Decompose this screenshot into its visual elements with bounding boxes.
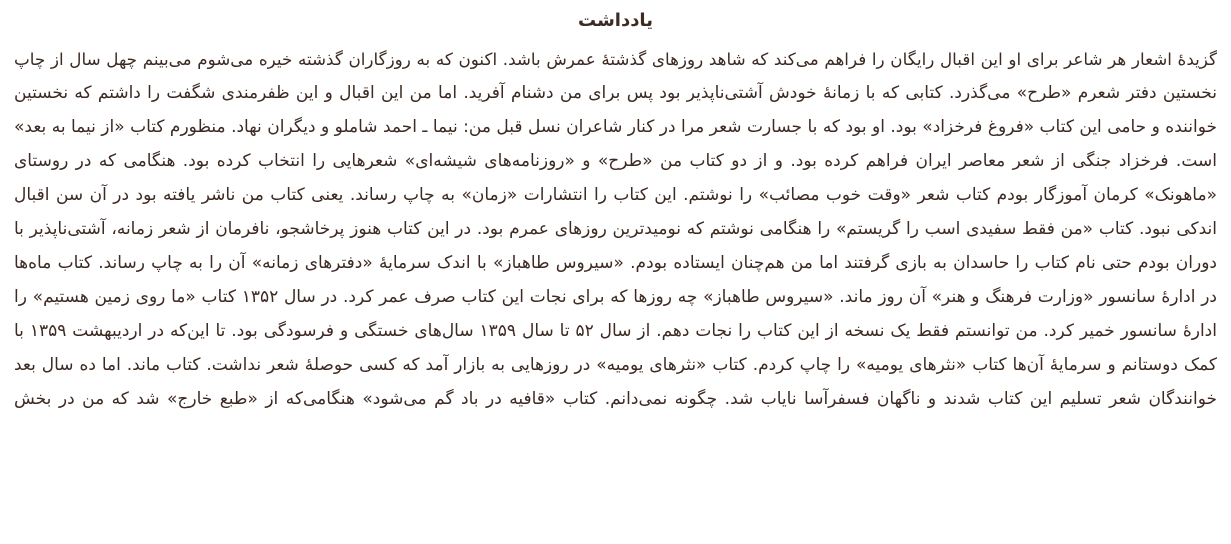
text-line: در ادارهٔ سانسور «وزارت فرهنگ و هنر» آن روز ماند. «سیروس طاهباز» چه روزها که برای نجات این کتاب صرف عمر کرد. در سال ۱۳۵۲ کتاب «ما روی زمین هستیم» را <box>14 287 1217 307</box>
text-line: ادارهٔ سانسور خمیر کرد. من توانستم فقط یک نسخه از این کتاب را نجات دهم. از سال ۵۲ تا سال ۱۳۵۹ سال‌های خستگی و فرسودگی بود. تا این‌که در اردیبهشت ۱۳۵۹ با <box>14 321 1217 341</box>
page-title: یادداشت <box>578 10 653 31</box>
text-line: خوانندگان شعر تسلیم این کتاب شدند و ناگهان فسفرآسا نایاب شد. چگونه نمی‌دانم. کتاب «قافیه در باد گم می‌شود» هنگامی‌که از «طبع خارج» شد که من در بخش <box>14 389 1217 409</box>
text-line: نخستین دفتر شعرم «طرح» می‌گذرد. کتابی که با زمانهٔ خودش آشتی‌ناپذیر بود پس برای من دشنام آفرید. اما من این اقبال و این ظفرمندی شگفت را داشتم که نخستین <box>14 83 1217 103</box>
text-line: کمک دوستانم و سرمایهٔ آن‌ها کتاب «نثرهای یومیه» را چاپ کردم. کتاب «نثرهای یومیه» در روزهایی به بازار آمد که کسی حوصلهٔ شعر نداشت. کتاب ماند. اما ده سال بعد <box>14 355 1217 375</box>
text-line: خواننده و حامی این کتاب «فروغ فرخزاد» بود. او بود که با جسارت شعر مرا در کنار شاعران نسل قبل من: نیما ـ احمد شاملو و دیگران نهاد. منظورم کتاب «از نیما به بعد» <box>14 117 1217 137</box>
text-line: است. فرخزاد جنگی از شعر معاصر ایران فراهم کرده بود. و از دو کتاب من «طرح» و «روزنامه‌های شیشه‌ای» شعرهایی را انتخاب کرده بود. هنگامی که در روستای <box>14 151 1217 171</box>
text-line: اندکی نبود. کتاب «من فقط سفیدی اسب را گریستم» را هنگامی نوشتم که نومیدترین روزهای عمرم بود. در این کتاب هنوز پرخاشجو، نافرمان از شعر زمانه، آشتی‌ناپذیر با <box>14 219 1217 239</box>
text-line: گزیدهٔ اشعار هر شاعر برای او این اقبال رایگان را فراهم می‌کند که شاهد روزهای گذشتهٔ عمرش باشد. اکنون که به روزگاران گذشته خیره می‌شوم می‌بینم چهل سال از چاپ <box>14 49 1217 69</box>
text-line: دوران بودم حتی نام کتاب را حاسدان به بازی گرفتند اما من هم‌چنان ایستاده بودم. «سیروس طاهباز» با اندک سرمایهٔ «دفترهای زمانه» آن را به چاپ رساند. کتاب ماه‌ها <box>14 253 1217 273</box>
body-text <box>14 42 1217 416</box>
text-line: «ماهونک» کرمان آموزگار بودم کتاب شعر «وقت خوب مصائب» را نوشتم. این کتاب را انتشارات «زمان» به چاپ رساند. یعنی کتاب من ناشر یافته بود در آن سن اقبال <box>14 185 1217 205</box>
